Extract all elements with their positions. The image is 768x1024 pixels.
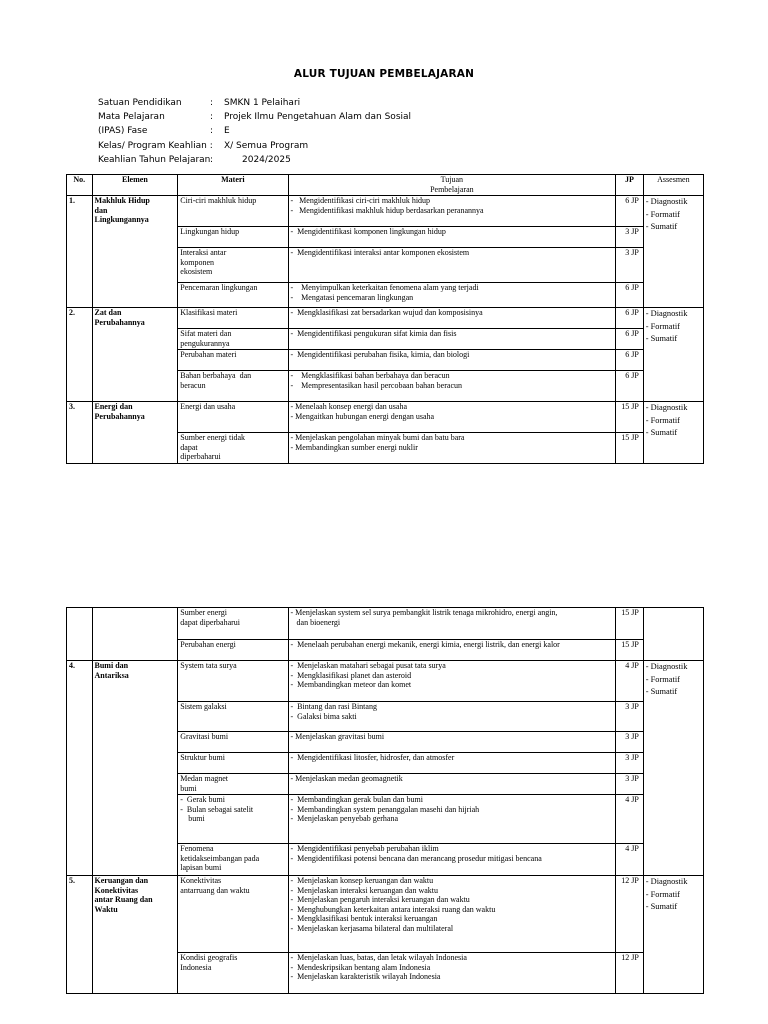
jp-cell: 15 JP <box>616 640 644 661</box>
header-materi: Materi <box>178 175 288 196</box>
materi-cell <box>178 753 288 774</box>
assessment-cell <box>643 876 703 994</box>
materi-line: antarruang dan waktu <box>180 885 250 895</box>
materi-cell <box>178 774 288 795</box>
assessment-cell <box>643 402 703 464</box>
materi-line: Fenomena <box>180 844 214 853</box>
tujuan-cell <box>288 227 616 248</box>
header-elemen: Elemen <box>92 175 178 196</box>
assessment-cell <box>643 308 703 402</box>
materi-line: pengukurannya <box>180 338 230 348</box>
materi-line: ketidakseimbangan pada <box>180 853 260 863</box>
meta-colon: : <box>210 112 214 123</box>
table-row <box>67 608 704 640</box>
tujuan-line: - Membandingkan gerak bulan dan bumi <box>290 795 423 804</box>
tujuan-line: - Menjelaskan pengaruh interaksi keruangan dan waktu <box>290 895 470 905</box>
jp-cell: 15 JP <box>616 608 644 640</box>
assessment-item: - Diagnostik <box>645 877 688 886</box>
jp-cell: 4 JP <box>616 795 644 844</box>
element-cell <box>92 876 178 994</box>
assessment-item: - Sumatif <box>645 334 678 344</box>
meta-value: SMKN 1 Pelaihari <box>224 98 301 108</box>
tujuan-line: - Menjelaskan karakteristik wilayah Indonesia <box>290 972 441 982</box>
tujuan-line: - Mengidentifikasi penyebab perubahan iklim <box>290 844 439 853</box>
header-tujuan-line1: Tujuan <box>440 175 464 184</box>
materi-cell <box>178 248 288 283</box>
jp-cell: 12 JP <box>616 953 644 994</box>
materi-line: lapisan bumi <box>180 863 222 873</box>
jp-cell: 6 JP <box>616 283 644 308</box>
materi-cell <box>178 371 288 402</box>
tujuan-line: - Mengaitkan hubungan energi dengan usaha <box>290 411 435 421</box>
learning-objectives-table-continued <box>66 607 704 994</box>
assessment-item: - Formatif <box>645 889 680 899</box>
materi-line: Ciri-ciri makhluk hidup <box>180 196 257 205</box>
element-line: Lingkungannya <box>94 215 149 225</box>
element-line: dan <box>94 205 108 215</box>
tujuan-cell <box>288 248 616 283</box>
jp-cell: 15 JP <box>616 402 644 433</box>
tujuan-line: - Menjelaskan konsep keruangan dan waktu <box>290 876 434 885</box>
page-title: ALUR TUJUAN PEMBELAJARAN <box>293 68 475 80</box>
meta-colon: : <box>210 98 214 108</box>
tujuan-line: - Menjelaskan system sel surya pembangkit listrik tenaga mikrohidro, energi angin, <box>290 608 558 617</box>
table-header-row <box>67 175 704 196</box>
materi-line: System tata surya <box>180 661 237 670</box>
tujuan-line: - Mengklasifikasi bentuk interaksi keruangan <box>290 914 438 924</box>
header-no: No. <box>67 175 93 196</box>
meta-label: Kelas/ Program Keahlian : <box>98 140 213 151</box>
tujuan-line: - Mengklasifikasi zat bersadarkan wujud dan komposisinya <box>290 308 483 317</box>
assessment-cell <box>643 661 703 876</box>
materi-line: - Gerak bumi <box>180 795 225 804</box>
assessment-item: - Sumatif <box>645 902 678 912</box>
jp-cell: 3 JP <box>616 227 644 248</box>
document-meta <box>98 96 411 167</box>
tujuan-cell <box>288 876 616 953</box>
tujuan-line: - Mengidentifikasi litosfer, hidrosfer, dan atmosfer <box>290 753 455 762</box>
tujuan-line: - Menjelaskan penyebab gerhana <box>290 814 399 824</box>
tujuan-line: - Mengklasifikasi bahan berbahaya dan beracun <box>290 371 450 380</box>
element-cell <box>92 661 178 876</box>
materi-cell <box>178 433 288 464</box>
tujuan-cell <box>288 371 616 402</box>
jp-cell: 3 JP <box>616 774 644 795</box>
meta-label: Mata Pelajaran <box>98 112 165 123</box>
tujuan-cell <box>288 329 616 350</box>
assessment-item: - Diagnostik <box>645 309 688 318</box>
tujuan-line: - Menelaah konsep energi dan usaha <box>290 402 407 411</box>
tujuan-line: dan bioenergi <box>290 617 341 627</box>
materi-line: Sistem galaksi <box>180 702 227 711</box>
row-number: 2. <box>67 308 93 402</box>
assessment-item: - Sumatif <box>645 687 678 697</box>
materi-cell <box>178 702 288 732</box>
element-line: Waktu <box>94 904 118 914</box>
jp-cell: 12 JP <box>616 876 644 953</box>
element-line: antar Ruang dan <box>94 895 153 905</box>
materi-line: dapat diperbaharui <box>180 617 241 627</box>
tujuan-line: - Membandingkan system penanggalan masehi dan hijriah <box>290 804 480 814</box>
meta-value: Projek Ilmu Pengetahuan Alam dan Sosial <box>224 112 412 123</box>
header-tujuan <box>288 175 616 196</box>
jp-cell: 6 JP <box>616 196 644 227</box>
materi-line: Klasifikasi materi <box>180 308 238 317</box>
materi-cell <box>178 640 288 661</box>
assessment-item: - Formatif <box>645 209 680 219</box>
meta-row <box>98 124 411 138</box>
table-row <box>67 196 704 227</box>
tujuan-line: - Menjelaskan luas, batas, dan letak wilayah Indonesia <box>290 953 467 962</box>
tujuan-cell <box>288 732 616 753</box>
jp-cell: 6 JP <box>616 308 644 329</box>
tujuan-line: - Mengidentifikasi pengukuran sifat kimia dan fisis <box>290 329 457 338</box>
materi-line: Sumber energi tidak <box>180 433 245 442</box>
element-line: Keruangan dan <box>94 876 149 885</box>
element-cell <box>92 308 178 402</box>
materi-cell <box>178 308 288 329</box>
row-number: 3. <box>67 402 93 464</box>
materi-cell <box>178 844 288 876</box>
materi-line: Sumber energi <box>180 608 227 617</box>
materi-line: ekosistem <box>180 267 213 277</box>
materi-line: Perubahan energi <box>180 640 236 649</box>
tujuan-line: - Mendeskripsikan bentang alam Indonesia <box>290 962 431 972</box>
materi-line: Pencemaran lingkungan <box>180 283 258 292</box>
table-row <box>67 308 704 329</box>
tujuan-cell <box>288 661 616 702</box>
element-line: Konektivitas <box>94 885 139 895</box>
meta-row <box>98 96 411 110</box>
meta-value: X/ Semua Program <box>224 140 309 151</box>
tujuan-cell <box>288 308 616 329</box>
tujuan-line: - Menjelaskan interaksi keruangan dan waktu <box>290 885 439 895</box>
tujuan-line: - Menjelaskan gravitasi bumi <box>290 732 385 741</box>
tujuan-line: - Menghubungkan keterkaitan antara interaksi ruang dan waktu <box>290 904 496 914</box>
materi-line: Bahan berbahaya dan <box>180 371 252 380</box>
materi-cell <box>178 953 288 994</box>
tujuan-line: - Membandingkan sumber energi nuklir <box>290 442 418 452</box>
materi-cell <box>178 661 288 702</box>
materi-line: Konektivitas <box>180 876 222 885</box>
materi-line: - Bulan sebagai satelit <box>180 804 254 814</box>
materi-line: Indonesia <box>180 962 212 972</box>
materi-cell <box>178 795 288 844</box>
materi-line: diperbaharui <box>180 452 221 462</box>
element-line: Perubahannya <box>94 317 145 327</box>
element-line: Bumi dan <box>94 661 129 670</box>
assessment-cell <box>643 196 703 308</box>
assessment-item: - Formatif <box>645 674 680 684</box>
meta-value: 2024/2025 <box>242 154 291 165</box>
table-row <box>67 402 704 433</box>
header-tujuan-line2: Pembelajaran <box>430 184 474 194</box>
assessment-item: - Sumatif <box>645 428 678 438</box>
table-row <box>67 876 704 953</box>
header-jp: JP <box>616 175 644 196</box>
tujuan-line: - Mengidentifikasi komponen lingkungan hidup <box>290 227 446 236</box>
tujuan-cell <box>288 774 616 795</box>
tujuan-line: - Mengidentifikasi perubahan fisika, kimia, dan biologi <box>290 350 470 359</box>
jp-cell: 3 JP <box>616 753 644 774</box>
materi-cell <box>178 329 288 350</box>
materi-cell <box>178 227 288 248</box>
meta-label: Satuan Pendidikan <box>98 98 182 108</box>
tujuan-line: - Menyimpulkan keterkaitan fenomena alam yang terjadi <box>290 283 479 292</box>
meta-label: Keahlian Tahun Pelajaran <box>98 154 211 165</box>
element-cell <box>92 196 178 308</box>
meta-row <box>98 139 411 153</box>
assessment-item: - Formatif <box>645 321 680 331</box>
element-line: Makhluk Hidup <box>94 196 150 205</box>
tujuan-line: - Menjelaskan pengolahan minyak bumi dan batu bara <box>290 433 465 442</box>
assessment-item: - Formatif <box>645 415 680 425</box>
tujuan-line: - Mengidentifikasi interaksi antar komponen ekosistem <box>290 248 470 257</box>
row-number: 1. <box>67 196 93 308</box>
jp-cell: 6 JP <box>616 371 644 402</box>
row-number: 5. <box>67 876 93 994</box>
materi-line: Lingkungan hidup <box>180 227 240 236</box>
tujuan-line: - Mengatasi pencemaran lingkungan <box>290 292 414 302</box>
meta-row <box>98 153 411 167</box>
tujuan-cell <box>288 702 616 732</box>
tujuan-cell <box>288 844 616 876</box>
element-cell <box>92 608 178 661</box>
element-line: Energi dan <box>94 402 133 411</box>
jp-cell: 3 JP <box>616 248 644 283</box>
materi-line: beracun <box>180 380 206 390</box>
tujuan-line: - Bintang dan rasi Bintang <box>290 702 377 711</box>
row-number: 4. <box>67 661 93 876</box>
materi-line: komponen <box>180 257 215 267</box>
element-line: Antariksa <box>94 670 129 680</box>
materi-line: dapat <box>180 442 198 452</box>
jp-cell: 6 JP <box>616 329 644 350</box>
row-number <box>67 608 93 661</box>
tujuan-cell <box>288 402 616 433</box>
assessment-item: - Sumatif <box>645 222 678 232</box>
table-row <box>67 661 704 702</box>
meta-label: (IPAS) Fase <box>98 126 148 137</box>
tujuan-cell <box>288 608 616 640</box>
materi-cell <box>178 196 288 227</box>
materi-line: Energi dan usaha <box>180 402 236 411</box>
tujuan-line: - Membandingkan meteor dan komet <box>290 680 412 690</box>
tujuan-cell <box>288 753 616 774</box>
materi-line: bumi <box>180 783 197 793</box>
materi-cell <box>178 608 288 640</box>
materi-cell <box>178 876 288 953</box>
jp-cell: 15 JP <box>616 433 644 464</box>
meta-value: E <box>224 126 230 137</box>
assessment-item: - Diagnostik <box>645 197 688 206</box>
jp-cell: 3 JP <box>616 732 644 753</box>
meta-colon: : <box>210 154 214 165</box>
tujuan-cell <box>288 283 616 308</box>
tujuan-cell <box>288 433 616 464</box>
materi-line: Sifat materi dan <box>180 329 232 338</box>
materi-line: Interaksi antar <box>180 248 227 257</box>
tujuan-cell <box>288 795 616 844</box>
jp-cell: 4 JP <box>616 661 644 702</box>
tujuan-cell <box>288 640 616 661</box>
element-line: Zat dan <box>94 308 122 317</box>
materi-line: Kondisi geografis <box>180 953 238 962</box>
tujuan-line: - Mengklasifikasi planet dan asteroid <box>290 670 412 680</box>
tujuan-cell <box>288 196 616 227</box>
materi-line: Gravitasi bumi <box>180 732 229 741</box>
materi-cell <box>178 402 288 433</box>
tujuan-line: - Menjelaskan matahari sebagai pusat tata surya <box>290 661 446 670</box>
meta-row <box>98 110 411 124</box>
meta-colon: : <box>210 126 214 137</box>
materi-line: Struktur bumi <box>180 753 225 762</box>
tujuan-line: - Galaksi bima sakti <box>290 711 357 721</box>
materi-line: bumi <box>180 814 205 824</box>
assessment-item: - Diagnostik <box>645 403 688 412</box>
tujuan-line: - Mengidentifikasi ciri-ciri makhluk hidup <box>290 196 431 205</box>
tujuan-line: - Menjelaskan kerjasama bilateral dan multilateral <box>290 923 454 933</box>
element-line: Perubahannya <box>94 411 145 421</box>
header-assesmen: Assesmen <box>643 175 703 196</box>
jp-cell: 4 JP <box>616 844 644 876</box>
element-cell <box>92 402 178 464</box>
jp-cell: 3 JP <box>616 702 644 732</box>
materi-line: Medan magnet <box>180 774 229 783</box>
tujuan-cell <box>288 953 616 994</box>
materi-cell <box>178 732 288 753</box>
tujuan-line: - Mempresentasikan hasil percobaan bahan beracun <box>290 380 462 390</box>
materi-line: Perubahan materi <box>180 350 237 359</box>
materi-cell <box>178 350 288 371</box>
learning-objectives-table <box>66 174 704 464</box>
tujuan-line: - Mengidentifikasi makhluk hidup berdasarkan peranannya <box>290 205 484 215</box>
tujuan-line: - Mengidentifikasi potensi bencana dan merancang prosedur mitigasi bencana <box>290 853 542 863</box>
jp-cell: 6 JP <box>616 350 644 371</box>
tujuan-line: - Menjelaskan medan geomagnetik <box>290 774 403 783</box>
tujuan-line: - Menelaah perubahan energi mekanik, energi kimia, energi listrik, dan energi kalor <box>290 640 560 649</box>
tujuan-cell <box>288 350 616 371</box>
assessment-item: - Diagnostik <box>645 662 688 671</box>
materi-cell <box>178 283 288 308</box>
assessment-cell <box>643 608 703 661</box>
